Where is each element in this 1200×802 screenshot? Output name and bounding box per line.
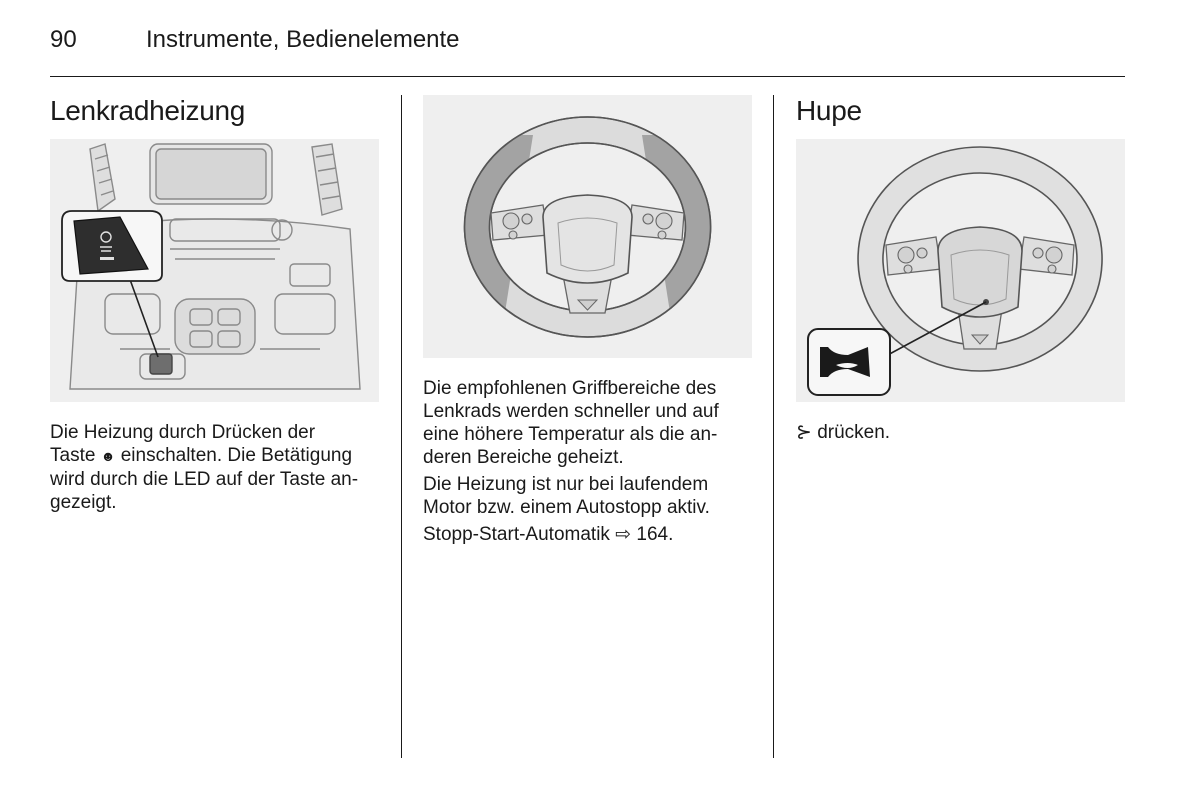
horn-icon: ⊱ [796, 422, 812, 443]
reference-page[interactable]: 164. [631, 524, 674, 545]
paragraph-grip-areas [423, 377, 763, 469]
reference-text: Stopp-Start-Automatik [423, 524, 616, 545]
steering-wheel-horn-figure [796, 139, 1125, 402]
dashboard-figure [50, 139, 379, 402]
paragraph-line: Die Heizung ist nur bei laufendem [423, 474, 709, 495]
paragraph-line: einschalten. Die Betätigung [115, 445, 353, 466]
page-number: 90 [50, 26, 77, 53]
paragraph-stop-start-reference [423, 523, 763, 546]
paragraph-line: Die empfohlenen Griffbereiche des [423, 378, 717, 399]
section-heading-hupe: Hupe [796, 95, 862, 126]
paragraph-line: Taste [50, 445, 101, 466]
paragraph-line: eine höhere Temperatur als die an- [423, 424, 718, 445]
paragraph-engine-running [423, 473, 763, 519]
running-header [50, 26, 1125, 77]
heated-steering-wheel-icon: ☻ [100, 448, 116, 464]
paragraph-line: Lenkrads werden schneller und auf [423, 401, 719, 422]
section-heading-lenkradheizung: Lenkradheizung [50, 95, 246, 126]
paragraph-line: Motor bzw. einem Autostopp aktiv. [423, 497, 710, 518]
paragraph-line: deren Bereiche geheizt. [423, 447, 624, 468]
paragraph-heating-instructions [50, 421, 385, 514]
paragraph-line: wird durch die LED auf der Taste an- [50, 469, 359, 490]
page-reference-arrow-icon: ⇨ [615, 524, 632, 545]
column-divider-2 [773, 95, 774, 758]
paragraph-line: Die Heizung durch Drücken der [50, 422, 316, 443]
horn-instruction: drücken. [811, 422, 891, 443]
paragraph-line: gezeigt. [50, 492, 117, 513]
running-title: Instrumente, Bedienelemente [146, 26, 460, 53]
steering-wheel-heated-figure [423, 95, 752, 358]
column-divider-1 [401, 95, 402, 758]
paragraph-horn [796, 421, 1116, 444]
